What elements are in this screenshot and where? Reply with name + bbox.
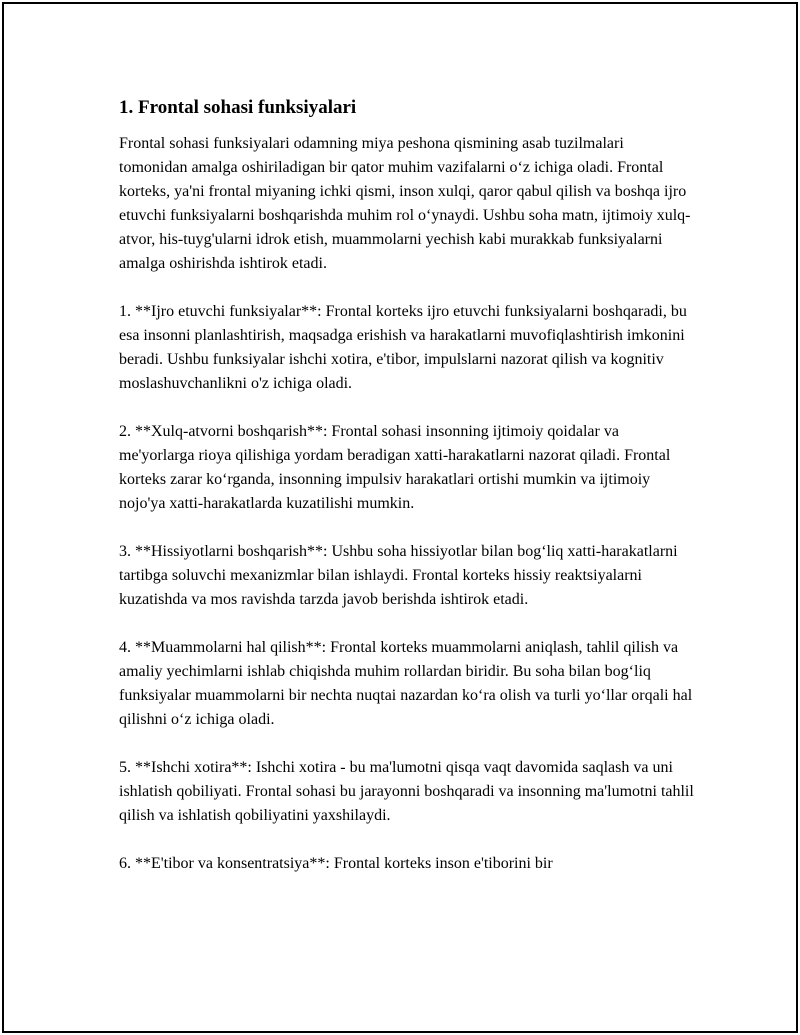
page-frame [2,2,798,1033]
paragraph-problem-solving: 4. **Muammolarni hal qilish**: Frontal korteks muammolarni aniqlash, tahlil qilish va amaliy yechimlarni ishlab chiqishda muhim rollardan biridir. Bu soha bilan bog‘liq funksiyalar muammolarni bir nechta nuqtai nazardan ko‘ra olish va turli yo‘llar orqali hal qilishni o‘z ichiga oladi. [119,639,693,728]
document-body [119,96,694,900]
paragraph-behavior-control: 2. **Xulq-atvorni boshqarish**: Frontal sohasi insonning ijtimoiy qoidalar va me'yorlarga rioya qilishiga yordam beradigan xatti-harakatlarni nazorat qiladi. Frontal korteks zarar ko‘rganda, insonning impulsiv harakatlari ortishi mumkin va ijtimoiy nojo'ya xatti-harakatlarda kuzatilishi mumkin. [119,423,671,512]
paragraph-emotion-control: 3. **Hissiyotlarni boshqarish**: Ushbu soha hissiyotlar bilan bog‘liq xatti-harakatlarni tartibga soluvchi mexanizmlar bilan ishlaydi. Frontal korteks hissiy reaktsiyalarni kuzatishda va mos ravishda tarzda javob berishda ishtirok etadi. [119,543,678,608]
intro-paragraph: Frontal sohasi funksiyalari odamning miya peshona qismining asab tuzilmalari tomonidan amalga oshiriladigan bir qator muhim vazifalarni o‘z ichiga oladi. Frontal korteks, ya'ni frontal miyaning ichki qismi, inson xulqi, qaror qabul qilish va boshqa ijro etuvchi funksiyalarni boshqarishda muhim rol o‘ynaydi. Ushbu soha matn, ijtimoiy xulq-atvor, his-tuyg'ularni idrok etish, muammolarni yechish kabi murakkab funksiyalarni amalga oshirishda ishtirok etadi. [119,135,691,272]
paragraph-working-memory: 5. **Ishchi xotira**: Ishchi xotira - bu ma'lumotni qisqa vaqt davomida saqlash va uni ishlatish qobiliyati. Frontal sohasi bu jarayonni boshqaradi va insonning ma'lumotni tahlil qilish va ishlatish qobiliyatini yaxshilaydi. [119,759,694,824]
paragraph-attention: 6. **E'tibor va konsentratsiya**: Frontal korteks inson e'tiborini bir [119,855,553,872]
paragraph-executive-functions: 1. **Ijro etuvchi funksiyalar**: Frontal korteks ijro etuvchi funksiyalarni boshqaradi, bu esa insonni planlashtirish, maqsadga erishish va harakatlarni muvofiqlashtirish imkonini beradi. Ushbu funksiyalar ishchi xotira, e'tibor, impulslarni nazorat qilish va kognitiv moslashuvchanlikni o'z ichiga oladi. [119,303,687,392]
section-heading: 1. Frontal sohasi funksiyalari [119,97,357,118]
